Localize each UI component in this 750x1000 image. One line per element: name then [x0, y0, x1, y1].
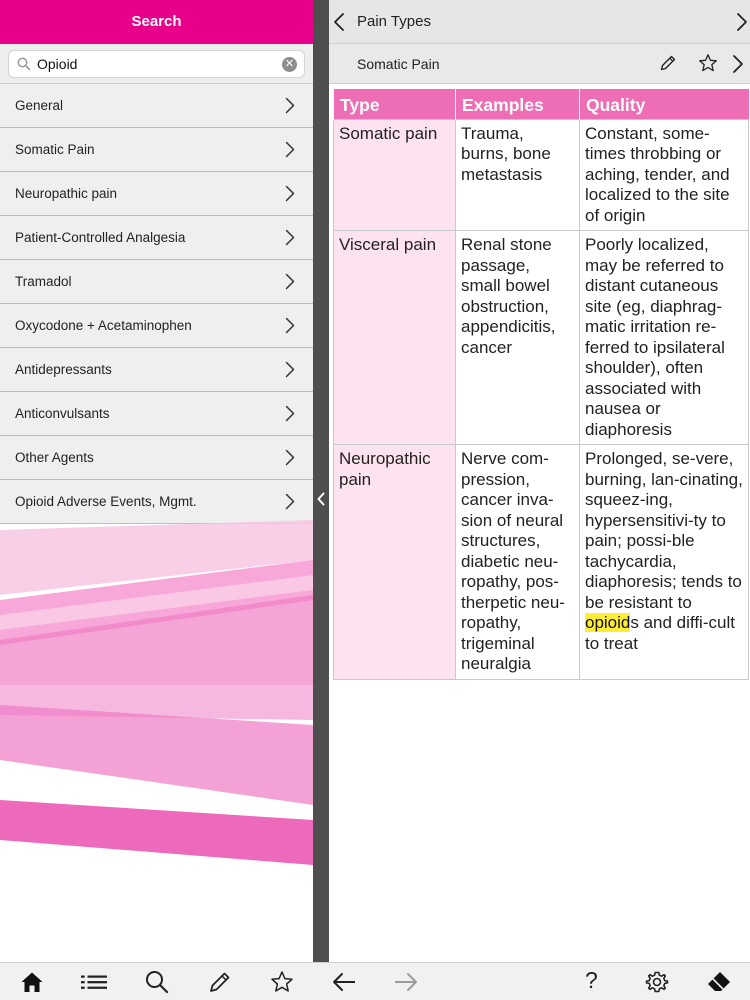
list-item-other-agents[interactable]: [0, 436, 313, 480]
cell-examples: Trauma, burns, bone metastasis: [456, 119, 580, 231]
cell-quality: [580, 445, 749, 680]
cell-type: Somatic pain: [334, 119, 456, 231]
list-item-label: Other Agents: [15, 450, 94, 465]
settings-icon[interactable]: [644, 969, 670, 995]
list-item-patient-controlled-analgesia[interactable]: [0, 216, 313, 260]
cell-quality: Constant, some-times throbbing or aching, tender, and localized to the site of origin: [580, 119, 749, 231]
quality-text: Prolonged, se-vere, burning, lan-cinating, squeez-ing, hypersensitivi-ty to pain; possi-ble tachycardia, diaphoresis; tends to be resistant to: [585, 449, 743, 612]
pain-types-table: [333, 89, 749, 680]
column-header-quality: Quality: [580, 89, 749, 119]
chevron-right-icon: [285, 493, 295, 515]
table-header-row: [334, 89, 749, 119]
list-item-opioid-adverse-events[interactable]: [0, 480, 313, 524]
split-divider[interactable]: [313, 0, 329, 962]
forward-arrow-icon[interactable]: [393, 969, 419, 995]
chevron-right-icon: [285, 141, 295, 163]
search-input[interactable]: [37, 54, 277, 74]
chevron-right-icon: [285, 449, 295, 471]
list-item-general[interactable]: [0, 84, 313, 128]
chevron-right-icon: [285, 229, 295, 251]
list-item-oxycodone-acetaminophen[interactable]: [0, 304, 313, 348]
list-item-label: Anticonvulsants: [15, 406, 110, 421]
search-icon: [17, 57, 31, 76]
search-icon[interactable]: [144, 969, 170, 995]
decorative-pink-ribbons: [0, 520, 313, 962]
collapse-left-icon[interactable]: [317, 492, 325, 511]
list-icon[interactable]: [81, 969, 107, 995]
list-item-anticonvulsants[interactable]: [0, 392, 313, 436]
eraser-icon[interactable]: [706, 969, 732, 995]
chevron-right-icon: [285, 97, 295, 119]
chevron-right-icon[interactable]: [736, 12, 748, 37]
cell-examples: Renal stone passage, small bowel obstruction, appendicitis, cancer: [456, 231, 580, 445]
search-title: Search: [0, 0, 313, 44]
chevron-right-icon: [285, 185, 295, 207]
list-item-label: Neuropathic pain: [15, 186, 118, 201]
cell-quality: Poorly localized, may be referred to distant cutaneous site (eg, diaphrag-matic irritation re-ferred to ipsilateral shoulder), often associated with nausea or diaphoresis: [580, 231, 749, 445]
topic-title: Pain Types: [357, 13, 431, 30]
clear-search-icon[interactable]: ✕: [282, 57, 297, 72]
star-icon[interactable]: [698, 53, 718, 78]
chevron-right-icon[interactable]: [732, 54, 744, 79]
topic-list: [0, 84, 313, 524]
chevron-right-icon: [285, 273, 295, 295]
cell-type: Neuropathic pain: [334, 445, 456, 680]
column-header-examples: Examples: [456, 89, 580, 119]
list-item-label: Opioid Adverse Events, Mgmt.: [15, 494, 197, 509]
home-icon[interactable]: [19, 969, 45, 995]
chevron-right-icon: [285, 317, 295, 339]
list-item-somatic-pain[interactable]: [0, 128, 313, 172]
list-item-label: Patient-Controlled Analgesia: [15, 230, 186, 245]
search-highlight: opioid: [585, 613, 631, 632]
quality-text: s and diffi-cult to treat: [585, 613, 735, 653]
list-item-label: Somatic Pain: [15, 142, 95, 157]
table-row: [334, 231, 749, 445]
section-header: [329, 44, 750, 84]
star-icon[interactable]: [269, 969, 295, 995]
help-icon[interactable]: ?: [585, 967, 598, 993]
list-item-label: Oxycodone + Acetaminophen: [15, 318, 192, 333]
chevron-right-icon: [285, 361, 295, 383]
column-header-type: Type: [334, 89, 456, 119]
list-item-label: Antidepressants: [15, 362, 112, 377]
back-arrow-icon[interactable]: [331, 969, 357, 995]
chevron-left-icon[interactable]: [333, 12, 345, 37]
list-item-label: Tramadol: [15, 274, 72, 289]
pencil-icon[interactable]: [207, 969, 233, 995]
search-bar: [0, 44, 313, 84]
section-title: Somatic Pain: [357, 56, 440, 72]
list-item-tramadol[interactable]: [0, 260, 313, 304]
chevron-right-icon: [285, 405, 295, 427]
pencil-icon[interactable]: [659, 54, 677, 77]
list-item-label: General: [15, 98, 64, 113]
search-box[interactable]: [8, 50, 305, 78]
right-panel: [329, 0, 750, 962]
bottom-toolbar: [0, 962, 750, 1000]
cell-examples: Nerve com-pression, cancer inva-sion of neural structures, diabetic neu-ropathy, pos-therpetic neu-ropathy, trigeminal neuralgia: [456, 445, 580, 680]
left-panel: [0, 0, 313, 962]
list-item-antidepressants[interactable]: [0, 348, 313, 392]
list-item-neuropathic-pain[interactable]: [0, 172, 313, 216]
cell-type: Visceral pain: [334, 231, 456, 445]
table-row: [334, 119, 749, 231]
topic-header: [329, 0, 750, 44]
table-row: [334, 445, 749, 680]
